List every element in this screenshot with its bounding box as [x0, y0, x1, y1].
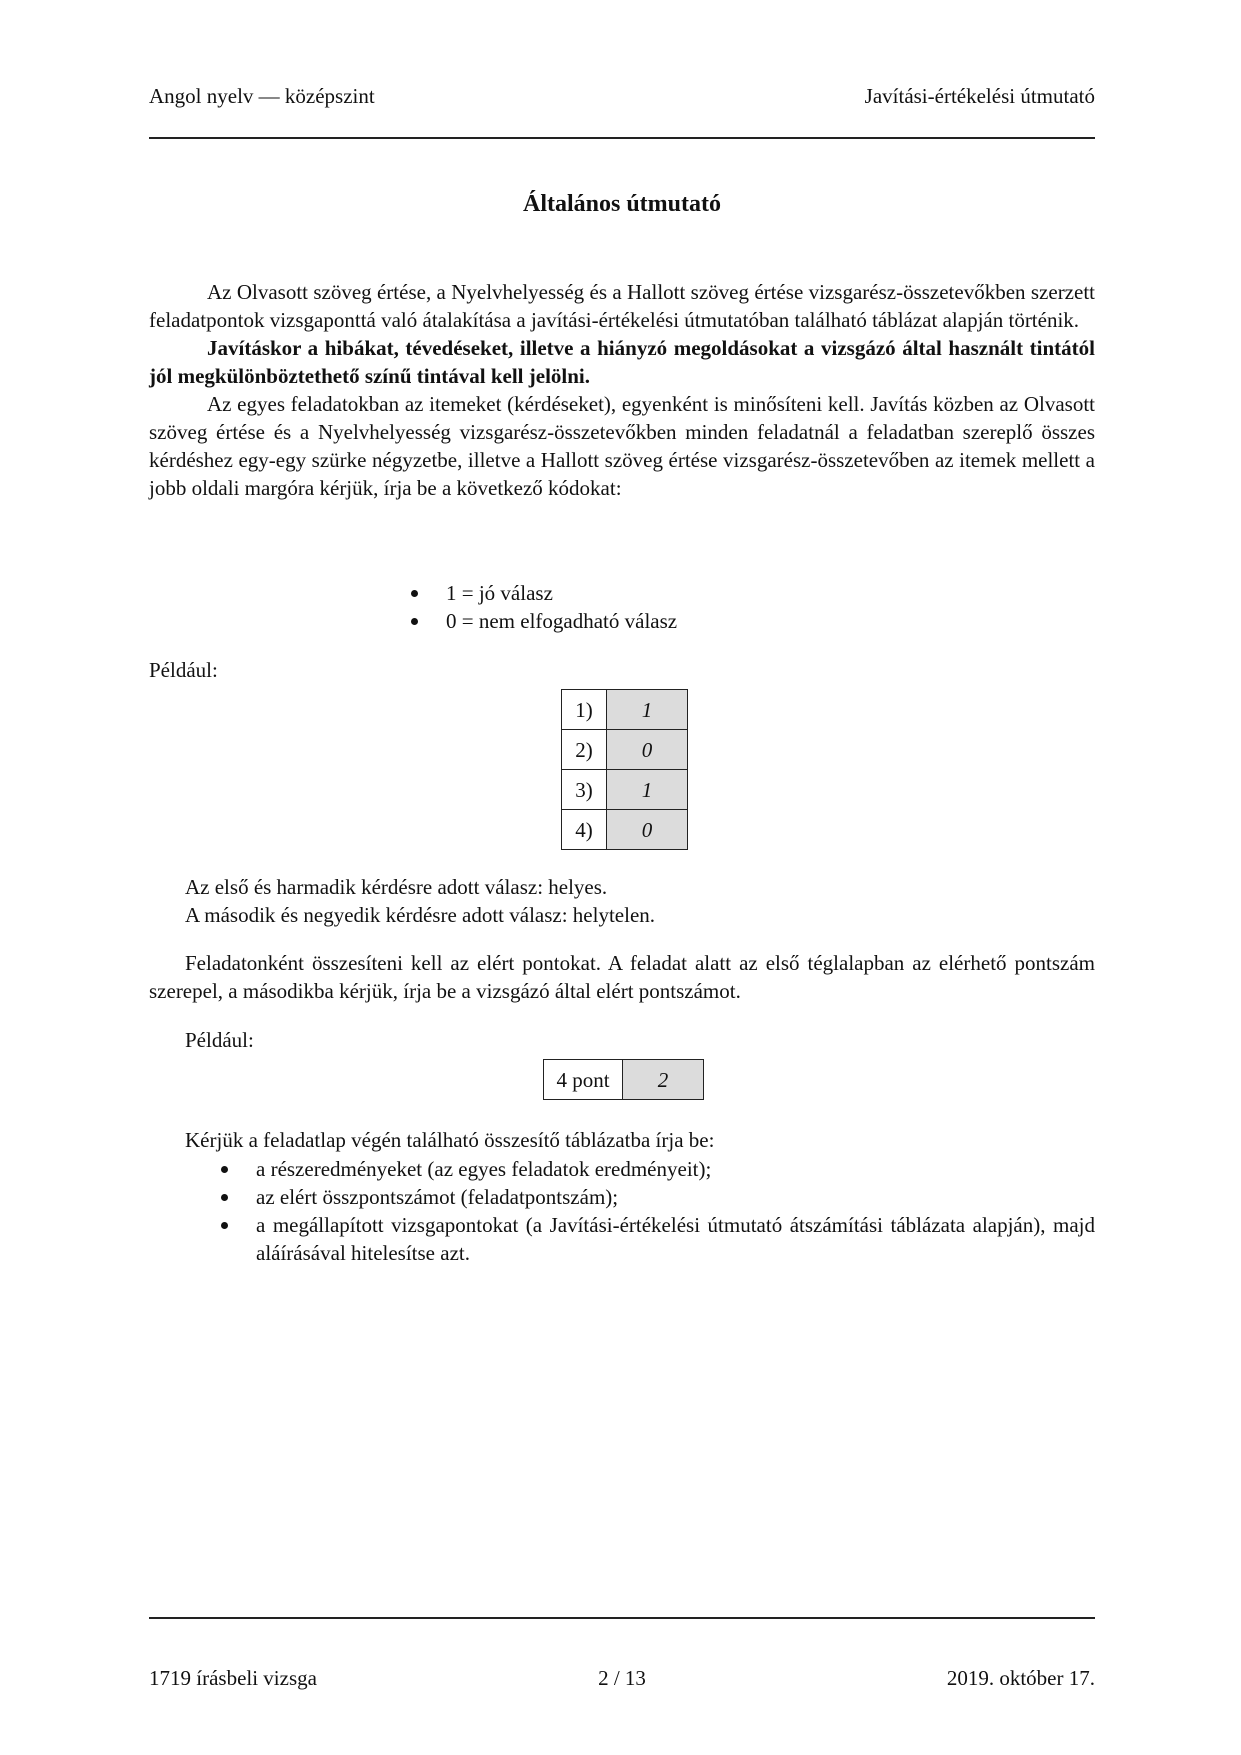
example-explanation: [185, 873, 1085, 929]
points-box: [543, 1059, 704, 1100]
list-item: 1 = jó válasz: [408, 579, 677, 607]
bullet-icon: [221, 1222, 228, 1229]
summary-intro: Kérjük a feladatlap végén található összesítő táblázatba írja be:: [185, 1128, 715, 1152]
footer-rule: [149, 1617, 1095, 1619]
example-code-table: [561, 689, 688, 850]
points-section: [149, 949, 1095, 1005]
example-label-1: Például:: [149, 658, 218, 682]
example-label-2: Például:: [185, 1028, 254, 1052]
table-row: 1) 1: [562, 690, 688, 730]
list-item: az elért összpontszámot (feladatpontszám);: [218, 1183, 1095, 1211]
page-footer: [149, 1664, 1095, 1692]
codes-list: [408, 579, 677, 635]
page-header: [149, 82, 1095, 110]
table-row: 4) 0: [562, 810, 688, 850]
table-row: 3) 1: [562, 770, 688, 810]
header-rule: [149, 137, 1095, 139]
explain-correct: Az első és harmadik kérdésre adott válasz: helyes.: [185, 875, 608, 899]
bullet-icon: [221, 1166, 228, 1173]
paragraph-ink-rule: Javításkor a hibákat, tévedéseket, illetve a hiányzó megoldásokat a vizsgázó által használt tintától jól megkülönböztethető színű tintával kell jelölni.: [149, 336, 1095, 388]
header-left: Angol nyelv — középszint: [149, 84, 375, 108]
footer-exam-code: 1719 írásbeli vizsga: [149, 1666, 317, 1690]
paragraph-conversion: Az Olvasott szöveg értése, a Nyelvhelyesség és a Hallott szöveg értése vizsgarész-összetevőkben szerzett feladatpontok vizsgaponttá való átalakítása a javítási-értékelési útmutatóban található táblázat alapján történik.: [149, 280, 1095, 332]
points-available: 4 pont: [544, 1060, 623, 1100]
list-item: a részeredményeket (az egyes feladatok eredményeit);: [218, 1155, 1095, 1183]
header-right: Javítási-értékelési útmutató: [864, 84, 1095, 108]
table-row: [544, 1060, 704, 1100]
summary-list: [218, 1155, 1095, 1267]
list-item: 0 = nem elfogadható válasz: [408, 607, 677, 635]
footer-date: 2019. október 17.: [946, 1666, 1095, 1690]
bullet-icon: [411, 618, 418, 625]
paragraph-points: Feladatonként összesíteni kell az elért pontokat. A feladat alatt az első téglalapban az elérhető pontszám szerepel, a másodikba kérjük, írja be a vizsgázó által elért pontszámot.: [149, 951, 1095, 1003]
table-row: 2) 0: [562, 730, 688, 770]
bullet-icon: [221, 1194, 228, 1201]
page-title: Általános útmutató: [522, 191, 721, 217]
bullet-icon: [411, 590, 418, 597]
points-achieved: 2: [623, 1060, 704, 1100]
footer-page-number: 2 / 13: [598, 1666, 646, 1690]
list-item: a megállapított vizsgapontokat (a Javítási-értékelési útmutató átszámítási táblázata alapján), majd aláírásával hitelesítse azt.: [218, 1211, 1095, 1267]
paragraph-item-coding: Az egyes feladatokban az itemeket (kérdéseket), egyenként is minősíteni kell. Javítás közben az Olvasott szöveg értése és a Nyelvhelyesség vizsgarész-összetevőkben minden feladatnál a feladatban szereplő összes kérdéshez egy-egy szürke négyzetbe, illetve a Hallott szöveg értése vizsgarész-összetevőben az itemek mellett a jobb oldali margóra kérjük, írja be a következő kódokat:: [149, 392, 1095, 500]
intro-section: [149, 278, 1095, 502]
explain-incorrect: A második és negyedik kérdésre adott válasz: helytelen.: [185, 903, 656, 927]
